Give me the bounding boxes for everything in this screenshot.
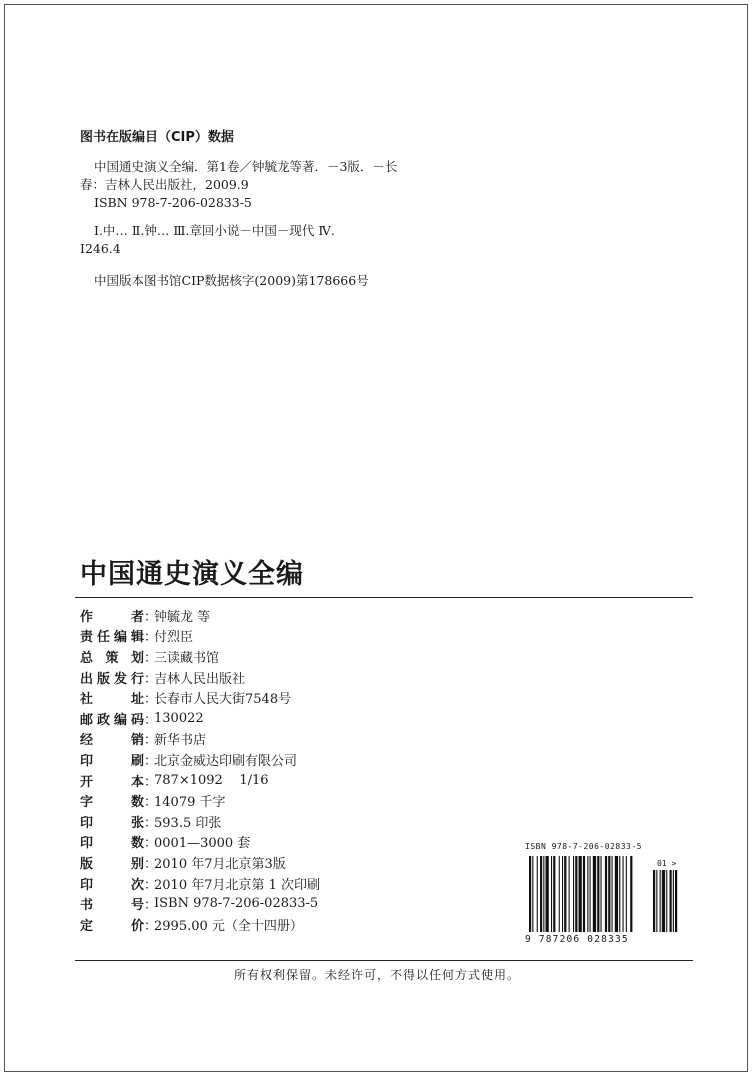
barcode-bar: [605, 856, 607, 932]
colophon-row: 印张 ： 593.5 印张: [80, 811, 320, 832]
colophon-table: [80, 605, 320, 935]
barcode-bar: [551, 856, 552, 932]
barcode-bar: [615, 856, 618, 932]
barcode-bar: [562, 856, 563, 932]
colophon-label: 开本: [80, 774, 144, 790]
colophon-value: 14079 千字: [154, 795, 226, 811]
colophon-row: 印数 ： 0001—3000 套: [80, 832, 320, 853]
barcode-bar: [579, 856, 582, 932]
colophon-value: 2010 年7月北京第 1 次印刷: [154, 877, 321, 893]
barcode-bar: [590, 856, 591, 932]
book-title: 中国通史演义全编: [80, 559, 304, 590]
cip-entry-line: 春：吉林人民出版社，2009.9: [80, 177, 249, 192]
colophon-row: 邮政编码 ： 130022: [80, 710, 204, 728]
colophon-value: 付烈臣: [154, 630, 194, 646]
colophon-label: 印张: [80, 815, 144, 831]
colophon-label: 字数: [80, 795, 144, 811]
colophon-label: 经销: [80, 733, 144, 749]
colophon-label: 印次: [80, 877, 144, 893]
barcode-bar: [630, 856, 632, 932]
colophon-value: 三读藏书馆: [154, 650, 220, 666]
barcode-bar: [564, 856, 566, 932]
barcode-bar: [619, 856, 620, 932]
barcode-bar: [601, 856, 602, 932]
colophon-row: 出版发行 ： 吉林人民出版社: [80, 667, 320, 688]
colophon-row: 开本 ： 787×1092 1/16: [80, 772, 269, 790]
barcode-addon-text: 01 >: [657, 859, 677, 868]
barcode-bars: [525, 856, 690, 936]
cip-record: [80, 272, 369, 290]
colophon-row: 印次 ： 2010 年7月北京第 1 次印刷: [80, 873, 320, 894]
barcode-bar: [532, 856, 533, 932]
cip-entry: [80, 158, 397, 212]
barcode-bar: [623, 856, 624, 932]
colophon-value: 北京金威达印刷有限公司: [154, 753, 298, 769]
colophon-row: 版别 ： 2010 年7月北京第3版: [80, 852, 320, 873]
colophon-label: 总策划: [80, 650, 144, 666]
barcode-bar: [569, 856, 570, 932]
barcode-addon-bar: [653, 870, 655, 932]
colophon-value: 593.5 印张: [154, 815, 222, 831]
barcode-bar: [543, 856, 544, 932]
colophon-row: 定价 ： 2995.00 元（全十四册）: [80, 914, 320, 935]
barcode-bar: [537, 856, 538, 932]
barcode-bar: [573, 856, 574, 932]
colophon-row: 印刷 ： 北京金威达印刷有限公司: [80, 749, 320, 770]
colophon-value: 吉林人民出版社: [154, 671, 246, 687]
barcode-ean-digits: 9 787206 028335: [525, 934, 629, 945]
colophon-value: ISBN 978-7-206-02833-5: [154, 896, 319, 912]
rights-notice: 所有权利保留。未经许可，不得以任何方式使用。: [233, 968, 520, 982]
barcode-bar: [593, 856, 596, 932]
cip-subject-line: I246.4: [80, 241, 121, 256]
colophon-label: 定价: [80, 918, 144, 934]
barcode-bar: [583, 856, 585, 932]
colophon-value: 2010 年7月北京第3版: [154, 856, 286, 872]
barcode-bar: [546, 856, 549, 932]
colophon-label: 印数: [80, 836, 144, 852]
colophon-value: 新华书店: [154, 733, 207, 749]
barcode-addon-bar: [656, 870, 657, 932]
colophon-row: 社址 ： 长春市人民大街7548号: [80, 687, 320, 708]
colophon-row: 作者 ： 钟毓龙 等: [80, 605, 320, 626]
barcode-bar: [575, 856, 577, 932]
cip-subject-line: Ⅰ.中… Ⅱ.钟… Ⅲ.章回小说－中国－现代 Ⅳ.: [94, 223, 335, 238]
colophon-value: 2995.00 元（全十四册）: [154, 918, 303, 934]
colophon-row: 字数 ： 14079 千字: [80, 790, 320, 811]
colophon-value: 0001—3000 套: [154, 836, 251, 852]
colophon-value: 长春市人民大街7548号: [154, 692, 292, 708]
colophon-label: 出版发行: [80, 671, 144, 687]
colophon-label: 作者: [80, 609, 144, 625]
barcode-bar: [540, 856, 542, 932]
cip-subjects: [80, 222, 335, 258]
colophon-label: 版别: [80, 856, 144, 872]
cip-record-line: 中国版本图书馆CIP数据核字(2009)第178666号: [94, 273, 369, 288]
cip-entry-line: 中国通史演义全编．第1卷／钟毓龙等著．－3版．－长: [94, 159, 398, 174]
isbn-barcode: [525, 842, 690, 947]
divider-top: [75, 597, 693, 598]
barcode-addon-bar: [666, 870, 667, 932]
divider-bottom: [75, 960, 693, 961]
colophon-row: 责任编辑 ： 付烈臣: [80, 626, 320, 647]
barcode-bar: [559, 856, 560, 932]
barcode-addon-bar: [660, 870, 661, 932]
barcode-bar: [612, 856, 613, 932]
colophon-row: 总策划 ： 三读藏书馆: [80, 646, 320, 667]
cip-heading: 图书在版编目（CIP）数据: [80, 130, 234, 145]
barcode-addon-bar: [675, 870, 677, 932]
colophon-value: 130022: [154, 710, 204, 726]
barcode-bar: [587, 856, 588, 932]
barcode-isbn-text: ISBN 978-7-206-02833-5: [525, 842, 642, 851]
barcode-bar: [626, 856, 627, 932]
barcode-addon-bar: [673, 870, 674, 932]
barcode-bar: [529, 856, 531, 932]
colophon-value: 钟毓龙 等: [154, 609, 211, 625]
colophon-label: 社址: [80, 692, 144, 708]
barcode-bar: [597, 856, 599, 932]
colophon-value: 787×1092 1/16: [154, 772, 269, 788]
colophon-row: 经销 ： 新华书店: [80, 729, 320, 750]
colophon-label: 邮政编码: [80, 712, 144, 728]
barcode-addon-bar: [662, 870, 665, 932]
barcode-addon-bar: [670, 870, 672, 932]
barcode-bar: [608, 856, 610, 932]
cip-isbn-line: ISBN 978-7-206-02833-5: [94, 195, 252, 210]
colophon-row: 书号 ： ISBN 978-7-206-02833-5: [80, 896, 319, 914]
colophon-label: 印刷: [80, 753, 144, 769]
barcode-bar: [553, 856, 555, 932]
colophon-label: 书号: [80, 898, 144, 914]
colophon-label: 责任编辑: [80, 630, 144, 646]
